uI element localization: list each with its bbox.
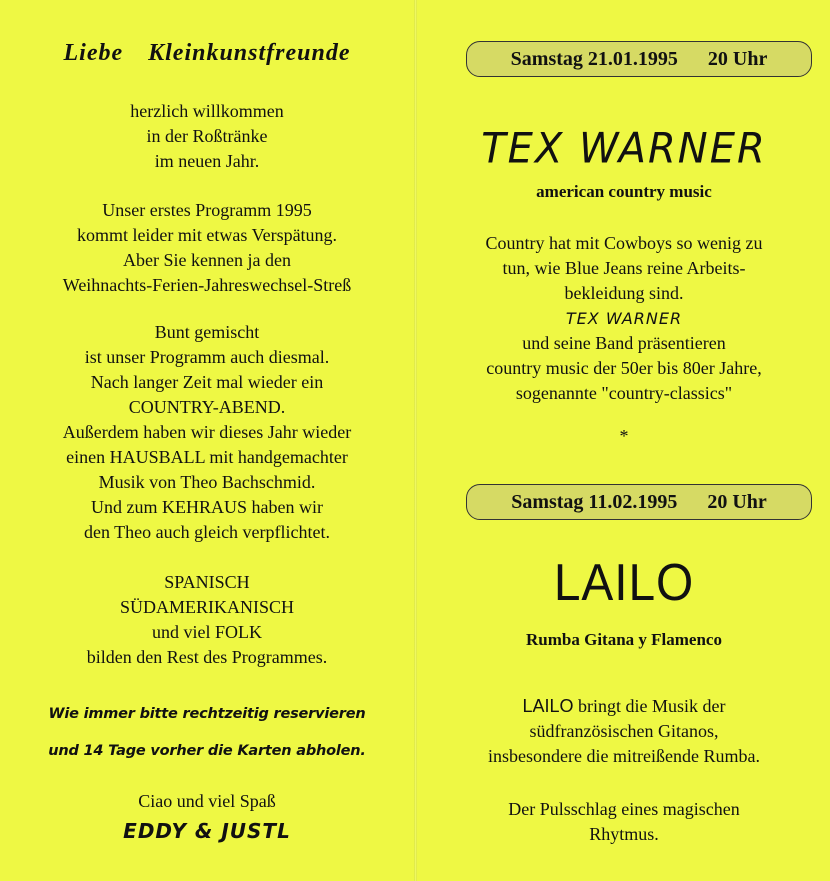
text-line: in der Roßtränke	[146, 126, 268, 146]
text-line: Unser erstes Programm 1995	[102, 200, 312, 220]
text-line: Musik von Theo Bachschmid.	[98, 472, 316, 492]
event1-title: TEX WARNER	[481, 124, 767, 174]
greeting-heading: Liebe Kleinkunstfreunde	[63, 40, 351, 66]
handwritten-line: Wie immer bitte rechtzeitig reservieren	[48, 706, 366, 722]
handwritten-line: und 14 Tage vorher die Karten abholen.	[48, 743, 366, 759]
event1-date-box	[466, 41, 812, 77]
text-line: Außerdem haben wir dieses Jahr wieder	[62, 422, 352, 442]
text-line: bekleidung sind.	[564, 283, 684, 303]
event2-subtitle: Rumba Gitana y Flamenco	[526, 630, 722, 649]
text-line: Bunt gemischt	[154, 322, 260, 342]
text-line	[418, 306, 830, 331]
event2-date-box	[466, 484, 812, 520]
event1-name-inline: TEX WARNER	[565, 309, 683, 328]
event2-name-inline: LAILO	[522, 696, 574, 716]
text-line: Der Pulsschlag eines magischen	[508, 799, 740, 819]
text-line: den Theo auch gleich verpflichtet.	[83, 522, 331, 542]
event1-description	[418, 231, 830, 406]
text-line: Country hat mit Cowboys so wenig zu	[485, 233, 763, 253]
text-line	[418, 694, 830, 719]
reservation-note	[0, 696, 414, 770]
text-line: Weihnachts-Ferien-Jahreswechsel-Streß	[62, 275, 352, 295]
event2-line1-rest: bringt die Musik der	[573, 696, 726, 716]
event1-time: 20 Uhr	[707, 48, 768, 70]
text-line: im neuen Jahr.	[154, 151, 260, 171]
text-line: und seine Band präsentieren	[522, 333, 726, 353]
event1-date: Samstag 21.01.1995	[510, 48, 678, 70]
event2-description	[418, 694, 830, 769]
welcome-paragraph	[0, 99, 414, 174]
text-line: und viel FOLK	[152, 622, 262, 642]
event2-title: LAILO	[553, 554, 695, 612]
text-line: südfranzösischen Gitanos,	[529, 721, 719, 741]
text-line: tun, wie Blue Jeans reine Arbeits-	[502, 258, 746, 278]
left-column	[0, 0, 414, 881]
text-line: Und zum KEHRAUS haben wir	[91, 497, 323, 517]
text-line: einen HAUSBALL mit handgemachter	[66, 447, 348, 467]
signature: EDDY & JUSTL	[123, 819, 291, 843]
text-line: COUNTRY-ABEND.	[128, 397, 286, 417]
right-column	[418, 0, 830, 881]
text-line: kommt leider mit etwas Verspätung.	[76, 225, 338, 245]
text-line: SPANISCH	[164, 572, 250, 592]
event1-subtitle: american country music	[536, 182, 712, 201]
text-line: ist unser Programm auch diesmal.	[84, 347, 330, 367]
page-fold	[414, 0, 417, 881]
rest-paragraph	[0, 570, 414, 670]
text-line: sogenannte "country-classics"	[515, 383, 733, 403]
event2-closing	[418, 797, 830, 847]
text-line: herzlich willkommen	[130, 101, 284, 121]
text-line: Rhytmus.	[589, 824, 659, 844]
text-line: Aber Sie kennen ja den	[123, 250, 291, 270]
text-line: insbesondere die mitreißende Rumba.	[488, 746, 760, 766]
separator-asterisk: *	[619, 426, 629, 446]
text-line: SÜDAMERIKANISCH	[119, 597, 294, 617]
text-line: Nach langer Zeit mal wieder ein	[90, 372, 324, 392]
text-line: country music der 50er bis 80er Jahre,	[486, 358, 762, 378]
closing-text: Ciao und viel Spaß	[138, 791, 276, 811]
delay-paragraph	[0, 198, 414, 298]
program-paragraph	[0, 320, 414, 545]
event2-time: 20 Uhr	[707, 491, 767, 513]
text-line: bilden den Rest des Programmes.	[86, 647, 328, 667]
event2-date: Samstag 11.02.1995	[511, 491, 678, 513]
